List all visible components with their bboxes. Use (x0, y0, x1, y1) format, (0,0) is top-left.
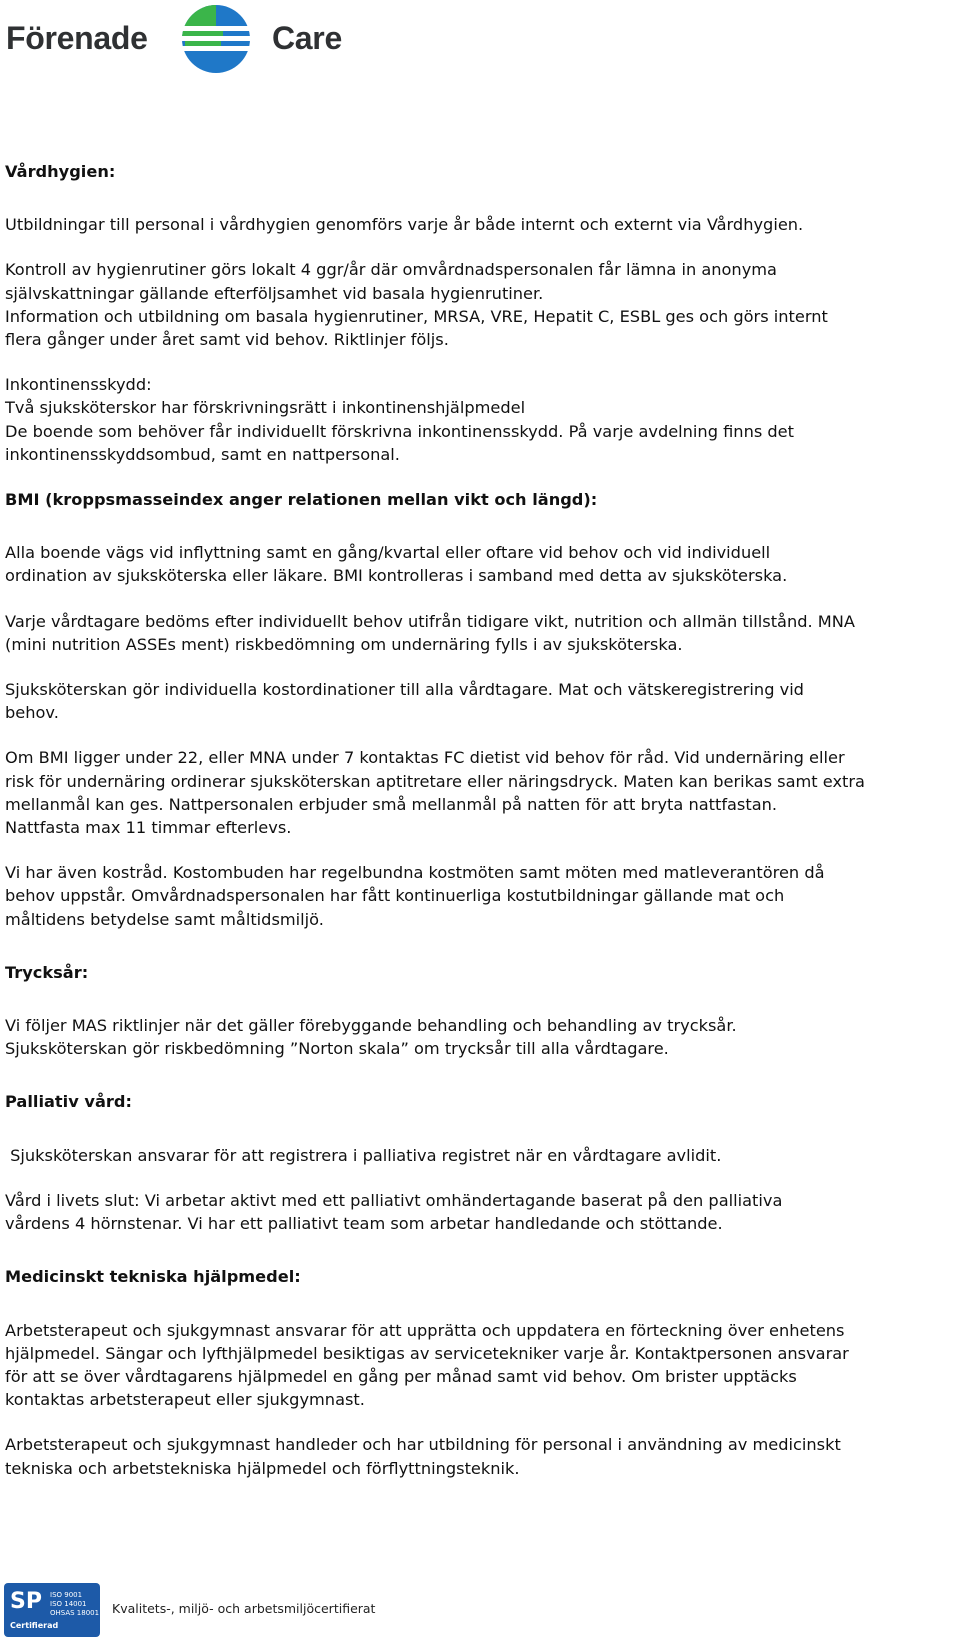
heading-trycksar: Trycksår: (5, 962, 89, 982)
cert-iso-14001: ISO 14001 (50, 1600, 87, 1608)
paragraph-line: Sjuksköterskan gör individuella kostordinationer till alla vårdtagare. Mat och vätskeregistrering vid (5, 680, 804, 700)
paragraph-line: Om BMI ligger under 22, eller MNA under 7 kontaktas FC dietist vid behov för råd. Vid undernäring eller (5, 748, 845, 768)
cert-iso-9001: ISO 9001 (50, 1591, 83, 1599)
paragraph-line: mellanmål kan ges. Nattpersonalen erbjuder små mellanmål på natten för att bryta nattfastan. (5, 794, 778, 814)
paragraph-line: för att se över vårdtagarens hjälpmedel en gång per månad samt vid behov. Om brister upptäcks (5, 1366, 797, 1386)
logo-mark-icon (181, 4, 251, 74)
paragraph-line: vårdens 4 hörnstenar. Vi har ett palliativt team som arbetar handledande och stöttande. (5, 1214, 723, 1234)
paragraph-line: tekniska och arbetstekniska hjälpmedel och förflyttningsteknik. (5, 1458, 520, 1478)
paragraph-line: självskattningar gällande efterföljsamhet vid basala hygienrutiner. (5, 283, 544, 303)
heading-vardhygien: Vårdhygien: (5, 162, 116, 181)
paragraph-line: inkontinensskyddsombud, samt en nattpersonal. (5, 444, 400, 464)
paragraph-line: Arbetsterapeut och sjukgymnast ansvarar för att upprätta och uppdatera en förteckning över enhetens (5, 1320, 845, 1340)
paragraph-line: Kontroll av hygienrutiner görs lokalt 4 ggr/år där omvårdnadspersonalen får lämna in anonyma (5, 260, 777, 280)
cert-ohsas: OHSAS 18001 (50, 1609, 100, 1617)
paragraph-line: måltidens betydelse samt måltidsmiljö. (5, 909, 324, 929)
paragraph-line: Vi har även kostråd. Kostombuden har regelbundna kostmöten samt möten med matleverantören då (5, 863, 825, 883)
certification-badge (4, 1583, 100, 1637)
paragraph-line: behov uppstår. Omvårdnadspersonalen har fått kontinuerliga kostutbildningar gällande mat och (5, 886, 785, 906)
document-body (5, 160, 955, 1480)
paragraph-line: behov. (5, 703, 59, 723)
heading-medicinskt: Medicinskt tekniska hjälpmedel: (5, 1267, 301, 1287)
paragraph-line: Arbetsterapeut och sjukgymnast handleder och har utbildning för personal i användning av medicinskt (5, 1435, 841, 1455)
paragraph-line: Nattfasta max 11 timmar efterlevs. (5, 818, 292, 838)
paragraph-line: ordination av sjuksköterska eller läkare. BMI kontrolleras i samband med detta av sjuksköterska. (5, 566, 788, 586)
company-logo (6, 4, 366, 74)
paragraph-line: Varje vårdtagare bedöms efter individuellt behov utifrån tidigare vikt, nutrition och allmän tillstånd. MNA (5, 611, 855, 631)
paragraph-line: hjälpmedel. Sängar och lyfthjälpmedel besiktigas av servicetekniker varje år. Kontaktpersonen ansvarar (5, 1343, 849, 1363)
logo-word-right: Care (272, 20, 342, 56)
paragraph-line: Vård i livets slut: Vi arbetar aktivt med ett palliativt omhändertagande baserat på den palliativa (5, 1190, 783, 1210)
paragraph-line: Information och utbildning om basala hygienrutiner, MRSA, VRE, Hepatit C, ESBL ges och görs internt (5, 306, 828, 326)
paragraph-line: risk för undernäring ordinerar sjuksköterskan aptitretare eller näringsdryck. Maten kan berikas samt extra (5, 771, 865, 791)
heading-bmi: BMI (kroppsmasseindex anger relationen mellan vikt och längd): (5, 490, 598, 510)
cert-standards (50, 1591, 99, 1618)
paragraph-line: Två sjuksköterskor har förskrivningsrätt i inkontinenshjälpmedel (5, 398, 526, 418)
paragraph-line: Vi följer MAS riktlinjer när det gäller förebyggande behandling och behandling av trycksår. (5, 1016, 737, 1036)
paragraph-line: kontaktas arbetsterapeut eller sjukgymnast. (5, 1390, 365, 1410)
paragraph-line: flera gånger under året samt vid behov. Riktlinjer följs. (5, 330, 449, 350)
paragraph-line: Sjuksköterskan gör riskbedömning ”Norton skala” om trycksår till alla vårdtagare. (5, 1039, 669, 1059)
subheading-inkontinens: Inkontinensskydd: (5, 375, 152, 395)
cert-sp-mark: SP (10, 1589, 42, 1614)
paragraph: Sjuksköterskan ansvarar för att registrera i palliativa registret när en vårdtagare avlidit. (5, 1145, 722, 1165)
cert-label: Certifierad (10, 1621, 59, 1630)
logo-word-left: Förenade (6, 20, 148, 56)
heading-palliativ: Palliativ vård: (5, 1092, 132, 1112)
paragraph-line: De boende som behöver får individuellt förskrivna inkontinensskydd. På varje avdelning finns det (5, 421, 794, 441)
paragraph-line: (mini nutrition ASSEs ment) riskbedömning om undernäring fylls i av sjuksköterska. (5, 634, 683, 654)
footer-certification-text: Kvalitets-, miljö- och arbetsmiljöcertifierat (112, 1601, 376, 1616)
paragraph-line: Alla boende vägs vid inflyttning samt en gång/kvartal eller oftare vid behov och vid individuell (5, 543, 771, 563)
paragraph: Utbildningar till personal i vårdhygien genomförs varje år både internt och externt via Vårdhygien. (5, 215, 804, 235)
